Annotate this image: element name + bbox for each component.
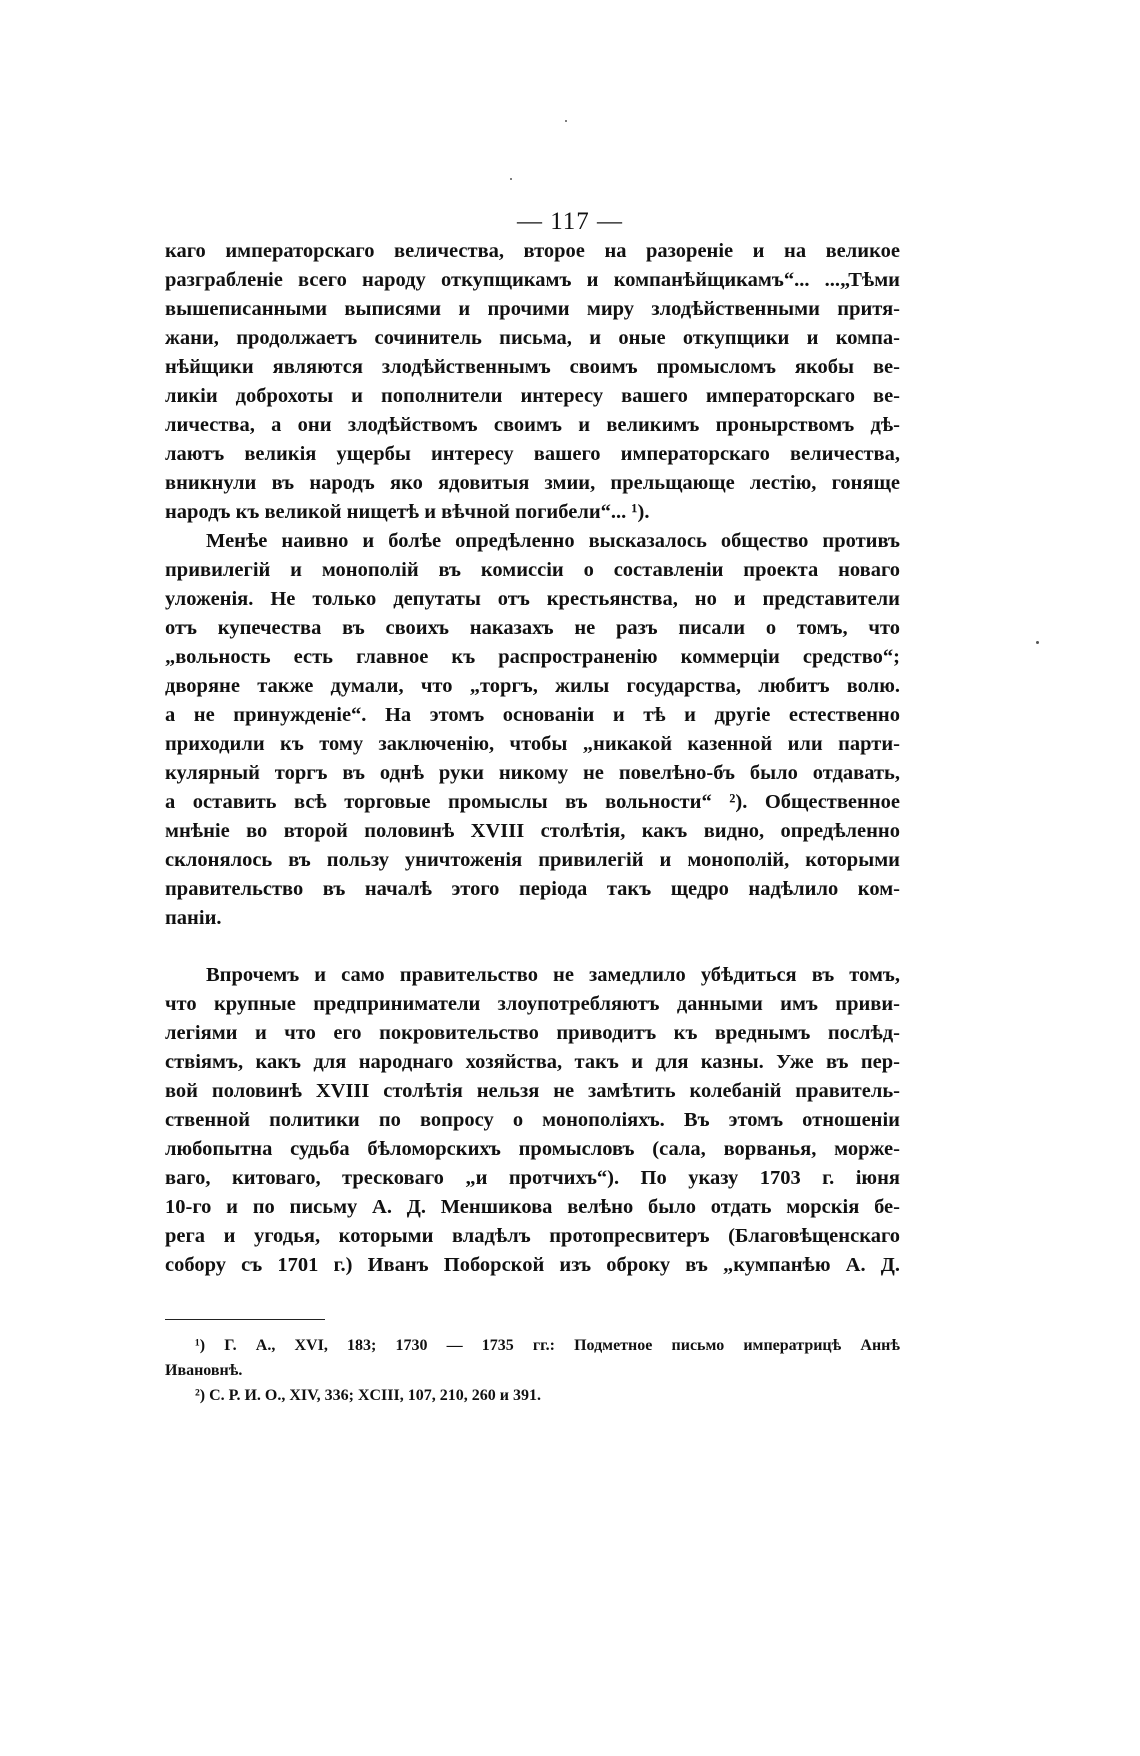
text-line: любопытна судьба бѣломорскихъ промысловъ (сала, ворванья, морже- bbox=[165, 1138, 900, 1160]
text-line: собору съ 1701 г.) Иванъ Поборской изъ оброку въ „кумпанѣю А. Д. bbox=[165, 1254, 900, 1276]
text-line: склонялось въ пользу уничтоженія привилегій и монополій, которыми bbox=[165, 849, 900, 871]
text-line: „вольность есть главное къ распространенію коммерціи средство“; bbox=[165, 646, 900, 668]
text-line: что крупные предприниматели злоупотребляютъ данными имъ приви- bbox=[165, 993, 900, 1015]
text-line: легіями и что его покровительство приводитъ къ вреднымъ послѣд- bbox=[165, 1022, 900, 1044]
text-line: лаютъ великія ущербы интересу вашего императорскаго величества, bbox=[165, 443, 900, 465]
text-line: а оставить всѣ торговые промыслы въ вольности“ ²). Общественное bbox=[165, 791, 900, 813]
text-line: нѣйщики являются злодѣйственнымъ своимъ промысломъ якобы ве- bbox=[165, 356, 900, 378]
text-line: ваго, китоваго, тресковаго „и протчихъ“). По указу 1703 г. іюня bbox=[165, 1167, 900, 1189]
text-line: уложенія. Не только депутаты отъ крестьянства, но и представители bbox=[165, 588, 900, 610]
text-line: каго императорскаго величества, второе на разореніе и на великое bbox=[165, 240, 900, 262]
scan-speck bbox=[565, 120, 567, 122]
footnote-line: ¹) Г. А., XVI, 183; 1730 — 1735 гг.: Подметное письмо императрицѣ Аннѣ bbox=[195, 1337, 900, 1354]
text-line: ственной политики по вопросу о монополіяхъ. Въ этомъ отношеніи bbox=[165, 1109, 900, 1131]
text-line: дворяне также думали, что „торгъ, жилы государства, любитъ волю. bbox=[165, 675, 900, 697]
text-line: Впрочемъ и само правительство не замедлило убѣдиться въ томъ, bbox=[206, 964, 900, 986]
text-line: вой половинѣ XVIII столѣтія нельзя не замѣтить колебаній правитель- bbox=[165, 1080, 900, 1102]
text-line: народъ къ великой нищетѣ и вѣчной погибели“... ¹). bbox=[165, 501, 650, 523]
page-number: — 117 — bbox=[516, 208, 624, 235]
text-line: вникнули въ народъ яко ядовитыя змии, прельщающе лестію, гоняще bbox=[165, 472, 900, 494]
text-line: отъ купечества въ своихъ наказахъ не разъ писали о томъ, что bbox=[165, 617, 900, 639]
text-line: жани, продолжаетъ сочинитель письма, и оные откупщики и компа- bbox=[165, 327, 900, 349]
text-line: кулярный торгъ въ однѣ руки никому не повелѣно-бъ было отдавать, bbox=[165, 762, 900, 784]
text-line: приходили къ тому заключенію, чтобы „никакой казенной или парти- bbox=[165, 733, 900, 755]
text-line: паніи. bbox=[165, 907, 222, 929]
text-line: разграбленіе всего народу откупщикамъ и компанѣйщикамъ“... ...„Тѣми bbox=[165, 269, 900, 291]
text-line: вышеписанными выписями и прочими миру злодѣйственными притя- bbox=[165, 298, 900, 320]
text-line: Менѣе наивно и болѣе опредѣленно высказалось общество противъ bbox=[206, 530, 900, 552]
scan-speck bbox=[1036, 641, 1039, 644]
footnote-separator bbox=[165, 1319, 325, 1320]
footnote-line: ²) С. Р. И. О., XIV, 336; XCIII, 107, 210, 260 и 391. bbox=[195, 1387, 541, 1404]
text-line: правительство въ началѣ этого періода такъ щедро надѣлило ком- bbox=[165, 878, 900, 900]
text-line: а не принужденіе“. На этомъ основаніи и тѣ и другіе естественно bbox=[165, 704, 900, 726]
text-line: ствіямъ, какъ для народнаго хозяйства, такъ и для казны. Уже въ пер- bbox=[165, 1051, 900, 1073]
text-line: личества, а они злодѣйствомъ своимъ и великимъ пронырствомъ дѣ- bbox=[165, 414, 900, 436]
footnote-line: Ивановнѣ. bbox=[165, 1362, 243, 1379]
text-line: привилегій и монополій въ комиссіи о составленіи проекта новаго bbox=[165, 559, 900, 581]
text-line: 10-го и по письму А. Д. Меншикова велѣно было отдать морскія бе- bbox=[165, 1196, 900, 1218]
text-line: рега и угодья, которыми владѣлъ протопресвитеръ (Благовѣщенскаго bbox=[165, 1225, 900, 1247]
text-line: мнѣніе во второй половинѣ XVIII столѣтія, какъ видно, опредѣленно bbox=[165, 820, 900, 842]
scan-speck bbox=[510, 178, 512, 180]
text-line: ликіи доброхоты и пополнители интересу вашего императорскаго ве- bbox=[165, 385, 900, 407]
